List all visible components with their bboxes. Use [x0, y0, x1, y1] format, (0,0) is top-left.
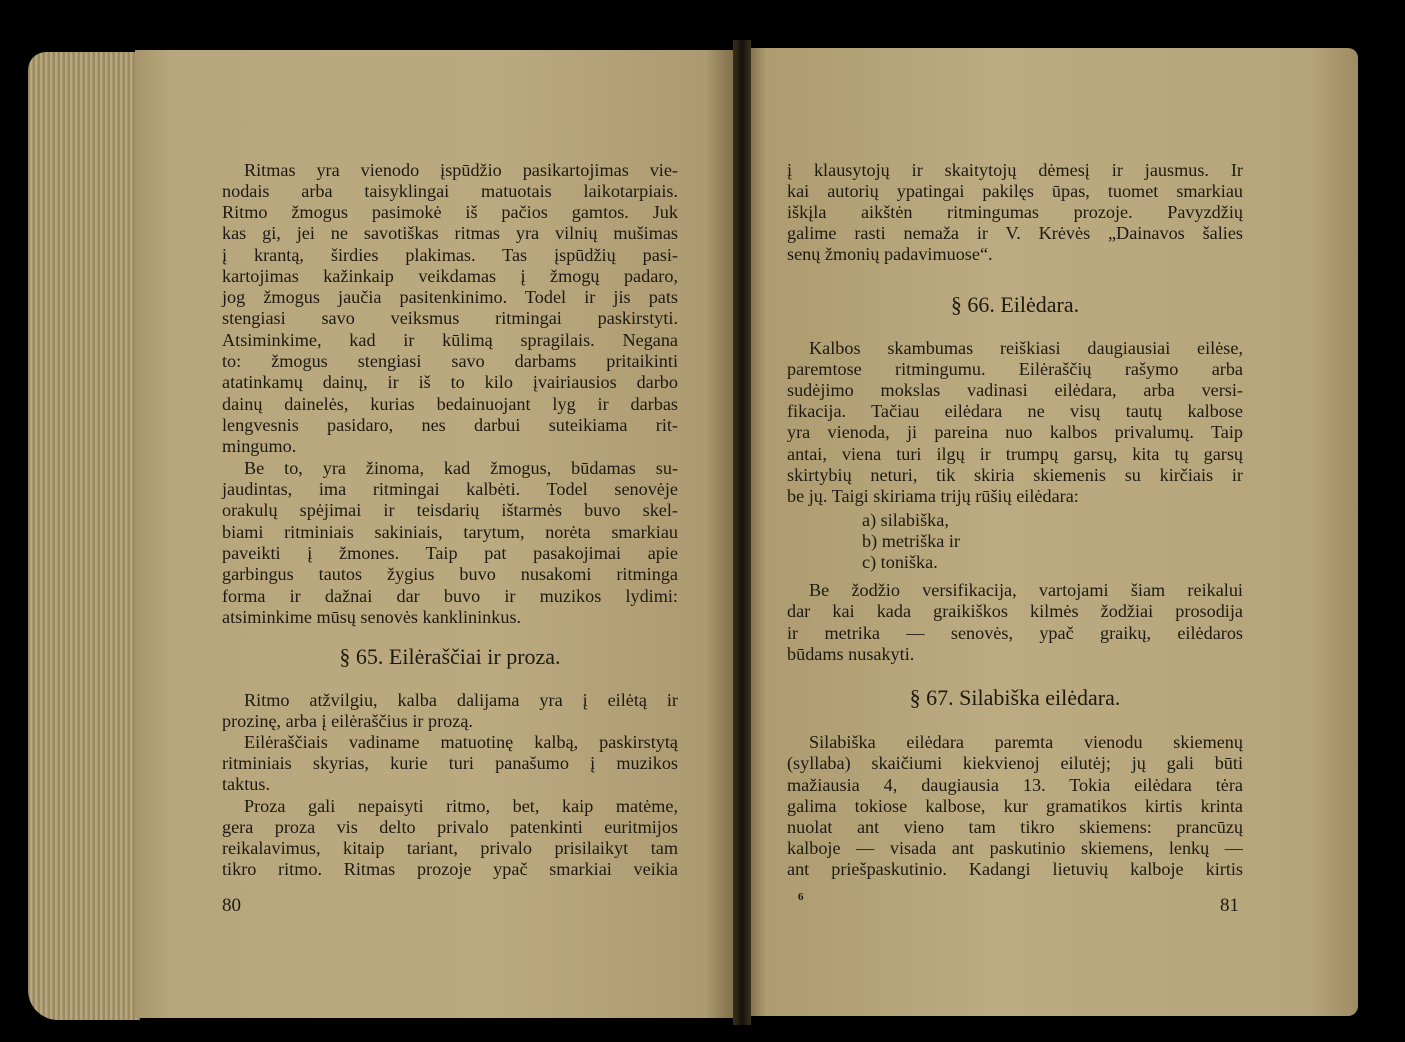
text-line: garbingus tautos žygius buvo nusakomi ritminga: [222, 564, 678, 584]
text-line: (syllaba) skaičiumi kiekvienoj eilutėj; jų gali būti: [787, 753, 1243, 773]
text-line: kalboje — visada ant paskutinio skiemens, lenkų —: [787, 838, 1243, 858]
text-line: senų žmonių padavimuose“.: [787, 244, 993, 264]
text-line: paveikti į žmones. Taip pat pasakojimai apie: [222, 543, 678, 563]
page-number-left: 80: [222, 895, 241, 916]
text-line: būdams nusakyti.: [787, 644, 915, 664]
text-line: be jų. Taigi skiriama trijų rūšių eilėdara:: [787, 486, 1079, 506]
text-line: iškįla aikštėn ritmingumas prozoje. Pavyzdžių: [787, 202, 1243, 222]
text-line: kas gi, jei ne savotiškas ritmas yra vilnių mušimas: [222, 223, 678, 243]
text-line: į klausytojų ir skaitytojų dėmesį ir jausmus. Ir: [787, 160, 1243, 180]
section-heading: § 66. Eilėdara.: [950, 292, 1080, 317]
text-line: fikacija. Tačiau eilėdara ne visų tautų kalbose: [787, 401, 1243, 421]
text-line: nuolat ant vieno tam tikro skiemens: prancūzų: [787, 817, 1243, 837]
text-line: stengiasi savo veiksmus ritmingai paskirstyti.: [222, 308, 678, 328]
text-line: ir metrika — senovės, ypač graikų, eilėdaros: [787, 623, 1243, 643]
text-line: galima tokiose kalbose, kur gramatikos kirtis krinta: [787, 796, 1243, 816]
list-item: c) toniška.: [862, 552, 938, 572]
text-line: Be to, yra žinoma, kad žmogus, būdamas su-: [244, 458, 678, 478]
text-line: Ritmo žmogus pasimokė iš pačios gamtos. Juk: [222, 202, 678, 222]
text-line: reikalavimus, kitaip tariant, privalo prisilaikyt tam: [222, 838, 678, 858]
text-line: kartojimas kažinkaip veikdamas į žmogų padaro,: [222, 266, 678, 286]
text-line: ritminiais skyrias, kurie turi panašumo į muzikos: [222, 753, 678, 773]
left-page: [135, 50, 735, 1018]
list-item: b) metriška ir: [862, 531, 960, 551]
text-line: Proza gali nepaisyti ritmo, bet, kaip matėme,: [244, 796, 678, 816]
text-line: kai autorių ypatingai pakilęs ūpas, tuomet smarkiau: [787, 181, 1243, 201]
text-line: mažiausia 4, daugiausia 13. Tokia eilėdara tėra: [787, 775, 1243, 795]
text-line: Be žodžio versifikacija, vartojami šiam reikalui: [809, 580, 1243, 600]
text-line: į krantą, širdies plakimas. Tas įspūdžių pasi-: [222, 245, 678, 265]
text-line: atsiminkime mūsų senovės kanklininkus.: [222, 607, 522, 627]
text-line: Ritmas yra vienodo įspūdžio pasikartojimas vie-: [244, 160, 678, 180]
text-line: Ritmo atžvilgiu, kalba dalijama yra į eilėtą ir: [244, 690, 678, 710]
text-line: to: žmogus stengiasi savo darbams pritaikinti: [222, 351, 678, 371]
text-line: forma ir dažnai dar buvo ir muzikos lydimi:: [222, 586, 678, 606]
text-line: atatinkamų dainų, ir iš to kilo įvairiausios darbo: [222, 372, 678, 392]
text-line: jog žmogus jaučia pasitenkinimo. Todel ir jis pats: [222, 287, 678, 307]
text-line: antai, viena turi ilgų ir trumpų garsų, kita tų garsų: [787, 444, 1243, 464]
text-line: orakulų spėjimai ir teisdarių ištarmės buvo skel-: [222, 500, 678, 520]
list-item: a) silabiška,: [862, 510, 949, 530]
text-line: yra vienoda, ji pareina nuo kalbos privalumų. Taip: [787, 422, 1243, 442]
text-line: skirtybių neturi, tik skiria skiemenis su kirčiais ir: [787, 465, 1243, 485]
book-spine: [733, 40, 751, 1025]
text-line: dainų dainelės, kurias bedainuojant lyg ir darbas: [222, 394, 678, 414]
text-line: prozinę, arba į eilėraščius ir prozą.: [222, 711, 473, 731]
text-line: Kalbos skambumas reiškiasi daugiausiai eilėse,: [809, 338, 1243, 358]
signature-mark: 6: [798, 891, 804, 903]
text-line: Eilėraščiais vadiname matuotinę kalbą, paskirstytą: [244, 732, 678, 752]
page-number-right: 81: [1220, 895, 1239, 916]
text-line: mingumo.: [222, 436, 297, 456]
text-line: paremtose ritmingumu. Eilėraščių rašymo arba: [787, 359, 1243, 379]
page-edges: [28, 52, 140, 1020]
text-line: galime rasti nemaža ir V. Krėvės „Dainavos šalies: [787, 223, 1243, 243]
text-line: Atsiminkime, kad ir kūlimą spragilais. Negana: [222, 330, 678, 350]
text-line: nodais arba taisyklingai matuotais laikotarpiais.: [222, 181, 678, 201]
text-line: taktus.: [222, 774, 270, 794]
text-line: biami ritminiais sakiniais, tarytum, norėta smarkiau: [222, 522, 678, 542]
text-line: gera proza vis delto privalo patenkinti euritmijos: [222, 817, 678, 837]
text-line: sudėjimo mokslas vadinasi eilėdara, arba versi-: [787, 380, 1243, 400]
right-page: [748, 48, 1358, 1016]
section-heading: § 67. Silabiška eilėdara.: [909, 685, 1121, 710]
section-heading: § 65. Eilėraščiai ir proza.: [339, 644, 561, 669]
text-line: Silabiška eilėdara paremta vienodu skiemenų: [809, 732, 1243, 752]
text-line: lengvesnis pasidaro, nes darbui suteikiama rit-: [222, 415, 678, 435]
text-line: jaudintas, ima ritmingai kalbėti. Todel senovėje: [222, 479, 678, 499]
text-line: tikro ritmo. Ritmas prozoje ypač smarkiai veikia: [222, 859, 678, 879]
text-line: ant priešpaskutinio. Kadangi lietuvių kalboje kirtis: [787, 859, 1243, 879]
text-line: dar kai kada graikiškos kilmės žodžiai prosodija: [787, 601, 1243, 621]
